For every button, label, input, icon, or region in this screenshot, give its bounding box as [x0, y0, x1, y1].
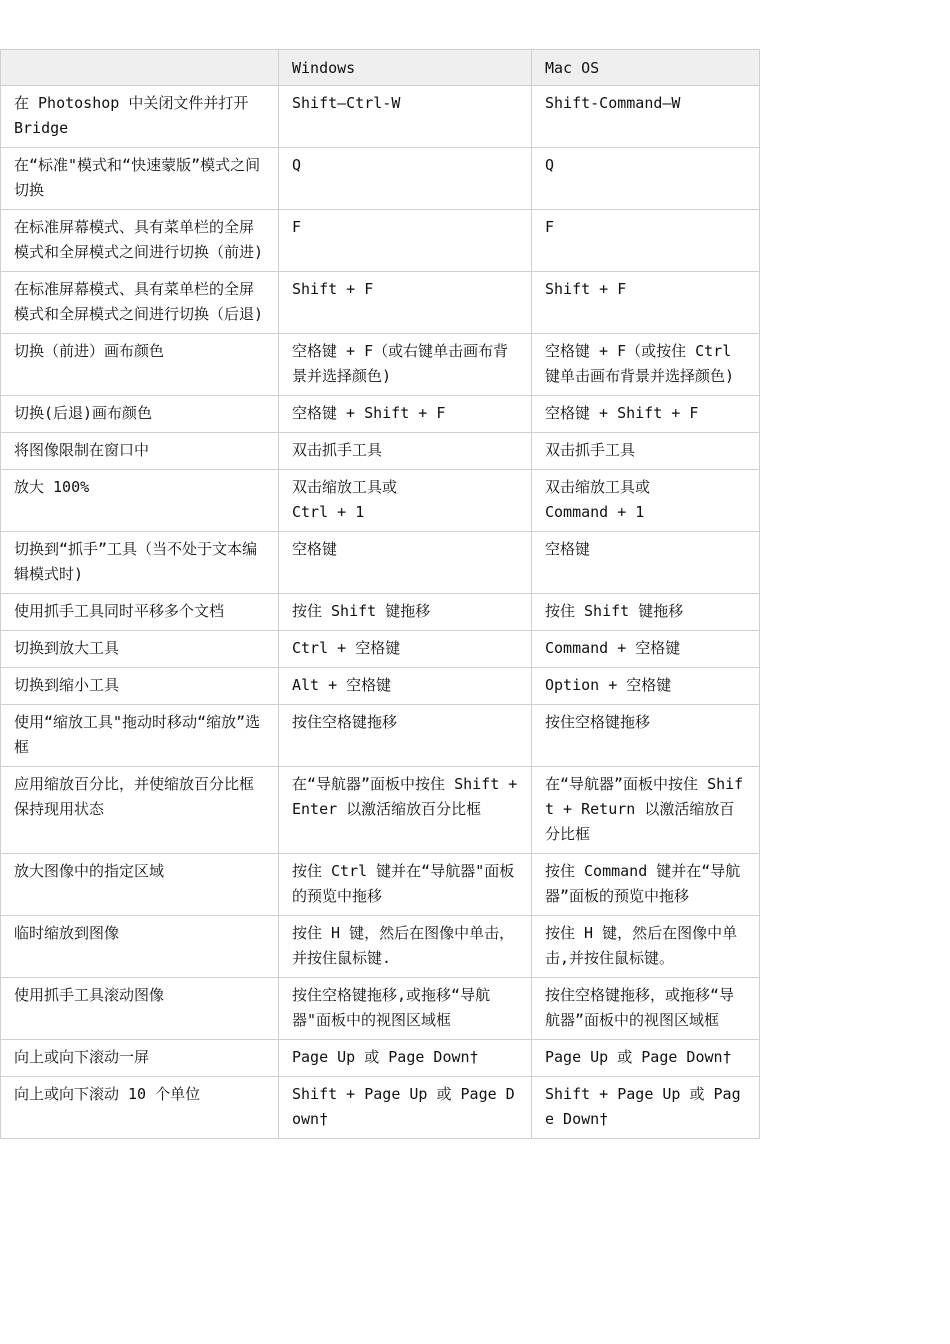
- mac-shortcut-cell: Q: [532, 148, 760, 210]
- table-header-row: [1, 50, 760, 86]
- mac-shortcut-cell: 按住 Shift 键拖移: [532, 594, 760, 631]
- action-cell: 切换(后退)画布颜色: [1, 396, 279, 433]
- windows-shortcut-cell: 空格键 + F（或右键单击画布背景并选择颜色): [279, 334, 532, 396]
- action-cell: 使用抓手工具同时平移多个文档: [1, 594, 279, 631]
- action-cell: 使用抓手工具滚动图像: [1, 978, 279, 1040]
- mac-shortcut-cell: Shift + Page Up 或 Page Down†: [532, 1077, 760, 1139]
- table-row: [1, 631, 760, 668]
- action-cell: 使用“缩放工具"拖动时移动“缩放”选框: [1, 705, 279, 767]
- mac-shortcut-cell: Shift-Command—W: [532, 86, 760, 148]
- windows-shortcut-cell: F: [279, 210, 532, 272]
- mac-shortcut-cell: 按住 Command 键并在“导航器”面板的预览中拖移: [532, 854, 760, 916]
- windows-shortcut-cell: 在“导航器”面板中按住 Shift + Enter 以激活缩放百分比框: [279, 767, 532, 854]
- table-row: [1, 767, 760, 854]
- windows-shortcut-cell: Page Up 或 Page Down†: [279, 1040, 532, 1077]
- action-cell: 向上或向下滚动一屏: [1, 1040, 279, 1077]
- table-row: [1, 978, 760, 1040]
- table-row: [1, 854, 760, 916]
- header-windows: Windows: [279, 50, 532, 86]
- table-row: [1, 1040, 760, 1077]
- table-row: [1, 86, 760, 148]
- table-row: [1, 148, 760, 210]
- action-cell: 在“标准"模式和“快速蒙版”模式之间切换: [1, 148, 279, 210]
- windows-shortcut-cell: Ctrl + 空格键: [279, 631, 532, 668]
- action-cell: 将图像限制在窗口中: [1, 433, 279, 470]
- table-row: [1, 668, 760, 705]
- table-row: [1, 396, 760, 433]
- header-macos: Mac OS: [532, 50, 760, 86]
- table-row: [1, 594, 760, 631]
- action-cell: 向上或向下滚动 10 个单位: [1, 1077, 279, 1139]
- action-cell: 应用缩放百分比，并使缩放百分比框保持现用状态: [1, 767, 279, 854]
- action-cell: 切换到“抓手”工具（当不处于文本编辑模式时): [1, 532, 279, 594]
- table-row: [1, 210, 760, 272]
- windows-shortcut-cell: 按住空格键拖移,或拖移“导航器"面板中的视图区域框: [279, 978, 532, 1040]
- mac-shortcut-cell: 在“导航器”面板中按住 Shift + Return 以激活缩放百分比框: [532, 767, 760, 854]
- shortcut-table: [0, 49, 760, 1139]
- mac-shortcut-cell: Command + 空格键: [532, 631, 760, 668]
- header-action: [1, 50, 279, 86]
- action-cell: 在标准屏幕模式、具有菜单栏的全屏模式和全屏模式之间进行切换（前进): [1, 210, 279, 272]
- windows-shortcut-cell: 双击抓手工具: [279, 433, 532, 470]
- table-row: [1, 272, 760, 334]
- windows-shortcut-cell: 空格键 + Shift + F: [279, 396, 532, 433]
- windows-shortcut-cell: Alt + 空格键: [279, 668, 532, 705]
- mac-shortcut-cell: 双击缩放工具或 Command + 1: [532, 470, 760, 532]
- mac-shortcut-cell: F: [532, 210, 760, 272]
- windows-shortcut-cell: 按住 Ctrl 键并在“导航器"面板的预览中拖移: [279, 854, 532, 916]
- action-cell: 在 Photoshop 中关闭文件并打开 Bridge: [1, 86, 279, 148]
- windows-shortcut-cell: Shift—Ctrl-W: [279, 86, 532, 148]
- mac-shortcut-cell: Page Up 或 Page Down†: [532, 1040, 760, 1077]
- mac-shortcut-cell: Shift + F: [532, 272, 760, 334]
- windows-shortcut-cell: Shift + F: [279, 272, 532, 334]
- windows-shortcut-cell: Q: [279, 148, 532, 210]
- mac-shortcut-cell: Option + 空格键: [532, 668, 760, 705]
- table-row: [1, 705, 760, 767]
- table-row: [1, 1077, 760, 1139]
- windows-shortcut-cell: 按住 Shift 键拖移: [279, 594, 532, 631]
- windows-shortcut-cell: 空格键: [279, 532, 532, 594]
- table-row: [1, 470, 760, 532]
- mac-shortcut-cell: 按住空格键拖移: [532, 705, 760, 767]
- table-row: [1, 334, 760, 396]
- windows-shortcut-cell: 双击缩放工具或 Ctrl + 1: [279, 470, 532, 532]
- mac-shortcut-cell: 按住空格键拖移，或拖移“导航器”面板中的视图区域框: [532, 978, 760, 1040]
- windows-shortcut-cell: Shift + Page Up 或 Page Down†: [279, 1077, 532, 1139]
- action-cell: 切换（前进）画布颜色: [1, 334, 279, 396]
- action-cell: 切换到缩小工具: [1, 668, 279, 705]
- mac-shortcut-cell: 空格键 + Shift + F: [532, 396, 760, 433]
- action-cell: 在标准屏幕模式、具有菜单栏的全屏模式和全屏模式之间进行切换（后退): [1, 272, 279, 334]
- mac-shortcut-cell: 双击抓手工具: [532, 433, 760, 470]
- action-cell: 放大图像中的指定区域: [1, 854, 279, 916]
- mac-shortcut-cell: 空格键: [532, 532, 760, 594]
- table-row: [1, 916, 760, 978]
- mac-shortcut-cell: 按住 H 键，然后在图像中单击,并按住鼠标键。: [532, 916, 760, 978]
- action-cell: 临时缩放到图像: [1, 916, 279, 978]
- table-row: [1, 433, 760, 470]
- action-cell: 放大 100%: [1, 470, 279, 532]
- mac-shortcut-cell: 空格键 + F（或按住 Ctrl 键单击画布背景并选择颜色): [532, 334, 760, 396]
- action-cell: 切换到放大工具: [1, 631, 279, 668]
- windows-shortcut-cell: 按住 H 键，然后在图像中单击，并按住鼠标键.: [279, 916, 532, 978]
- table-row: [1, 532, 760, 594]
- windows-shortcut-cell: 按住空格键拖移: [279, 705, 532, 767]
